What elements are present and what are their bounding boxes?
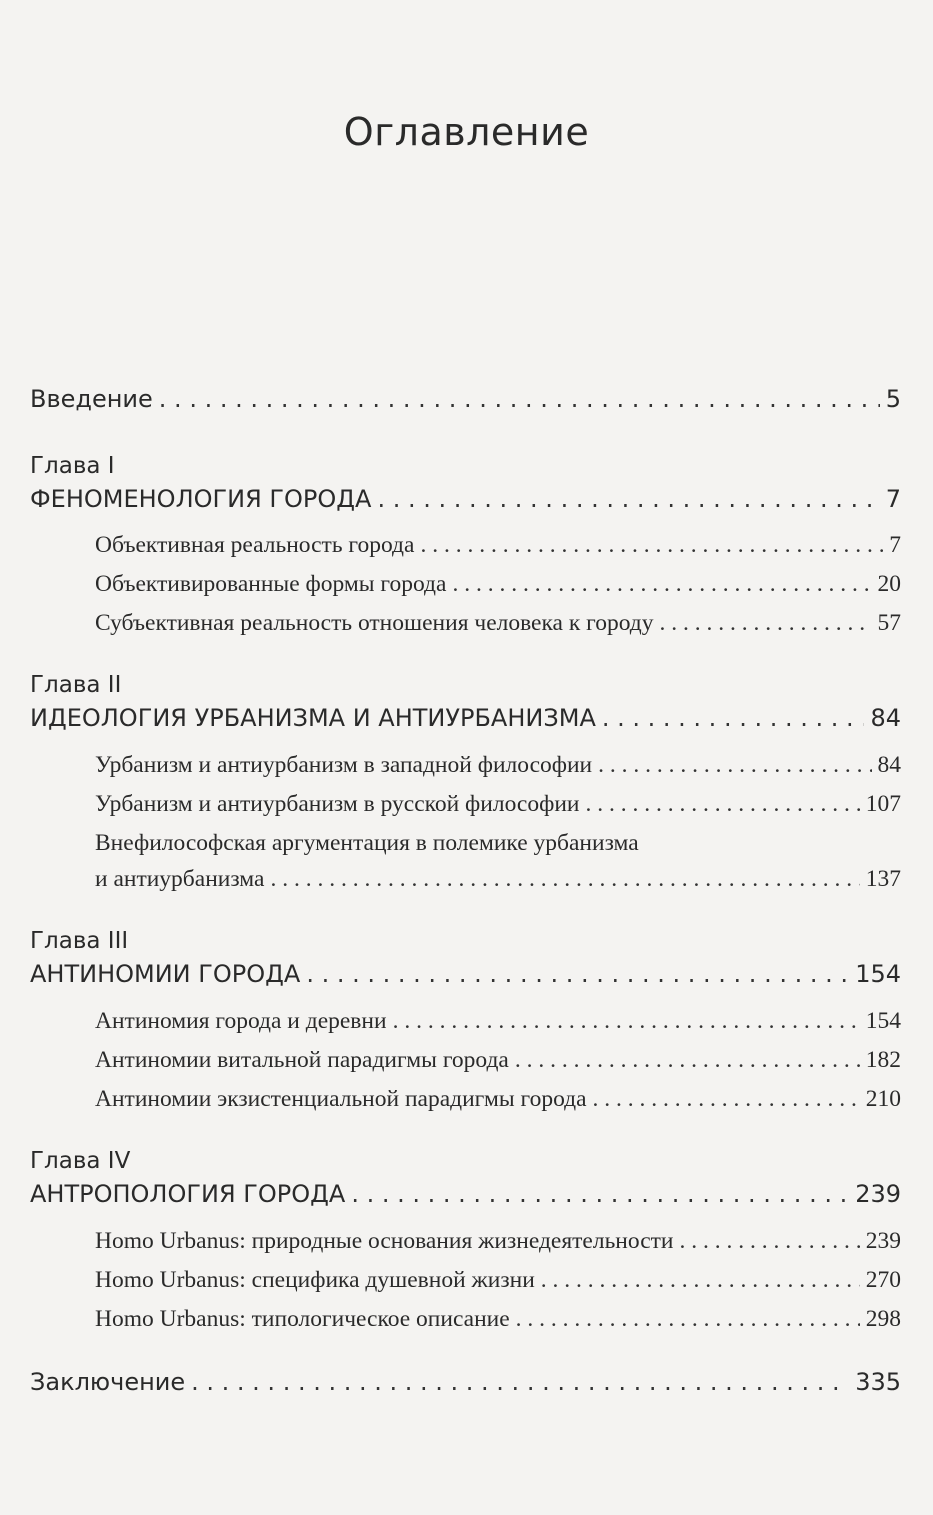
toc-section-line1[interactable]: Внефилософская аргументация в полемике урбанизма: [95, 830, 639, 856]
toc-entry-label: АНТРОПОЛОГИЯ ГОРОДА: [30, 1180, 346, 1208]
dot-leader: [602, 704, 865, 732]
chapter-label: Глава III: [30, 928, 129, 954]
toc-entry-label: Субъективная реальность отношения человека к городу: [95, 610, 654, 636]
toc-section[interactable]: [95, 532, 901, 559]
toc-entry-label: АНТИНОМИИ ГОРОДА: [30, 960, 301, 988]
toc-entry-label: Антиномия города и деревни: [95, 1008, 387, 1034]
toc-section[interactable]: [95, 1086, 901, 1113]
toc-entry-label: Объективная реальность города: [95, 532, 415, 558]
dot-leader: [420, 532, 883, 559]
dot-leader: [679, 1228, 859, 1255]
toc-entry-conclusion[interactable]: [30, 1368, 901, 1396]
toc-chapter-heading[interactable]: [30, 704, 901, 732]
toc-entry-label: Homo Urbanus: типологическое описание: [95, 1306, 510, 1332]
toc-page-number: 154: [865, 1008, 901, 1034]
dot-leader: [516, 1306, 860, 1333]
toc-entry-label: ИДЕОЛОГИЯ УРБАНИЗМА И АНТИУРБАНИЗМА: [30, 704, 596, 732]
toc-entry-label: ФЕНОМЕНОЛОГИЯ ГОРОДА: [30, 485, 372, 513]
dot-leader: [159, 385, 880, 413]
dot-leader: [515, 1047, 860, 1074]
toc-entry-label: Антиномии экзистенциальной парадигмы города: [95, 1086, 587, 1112]
toc-section[interactable]: [95, 1008, 901, 1035]
toc-section[interactable]: [95, 752, 901, 779]
toc-page-number: 84: [877, 752, 901, 778]
toc-page-number: 335: [855, 1368, 901, 1396]
toc-section[interactable]: [95, 1267, 901, 1294]
toc-chapter-heading[interactable]: [30, 1180, 901, 1208]
dot-leader: [393, 1008, 860, 1035]
toc-page-number: 7: [885, 485, 901, 513]
dot-leader: [593, 1086, 860, 1113]
toc-entry-label: Урбанизм и антиурбанизм в русской философии: [95, 791, 580, 817]
toc-section[interactable]: [95, 571, 901, 598]
toc-entry-label: Заключение: [30, 1368, 186, 1396]
toc-entry-introduction[interactable]: [30, 385, 901, 413]
toc-section[interactable]: [95, 1306, 901, 1333]
toc-section[interactable]: [95, 1228, 901, 1255]
toc-page-number: 210: [865, 1086, 901, 1112]
toc-page-number: 298: [865, 1306, 901, 1332]
dot-leader: [377, 485, 879, 513]
dot-leader: [585, 791, 859, 818]
toc-page-number: 107: [865, 791, 901, 817]
toc-entry-label: Homo Urbanus: специфика душевной жизни: [95, 1267, 535, 1293]
toc-page-number: 7: [889, 532, 901, 558]
toc-page-number: 5: [885, 385, 901, 413]
toc-entry-label: Антиномии витальной парадигмы города: [95, 1047, 509, 1073]
dot-leader: [452, 571, 871, 598]
toc-page-number: 239: [855, 1180, 901, 1208]
chapter-label: Глава IV: [30, 1148, 131, 1174]
dot-leader: [598, 752, 871, 779]
dot-leader: [270, 866, 859, 893]
toc-chapter-heading[interactable]: [30, 485, 901, 513]
chapter-label: Глава I: [30, 453, 115, 479]
dot-leader: [351, 1180, 849, 1208]
toc-section[interactable]: [95, 866, 901, 893]
toc-entry-label: Введение: [30, 385, 153, 413]
toc-page-number: 84: [870, 704, 901, 732]
toc-section[interactable]: [95, 1047, 901, 1074]
dot-leader: [659, 610, 871, 637]
toc-page-number: 57: [877, 610, 901, 636]
toc-page-number: 137: [865, 866, 901, 892]
toc-page-number: 20: [877, 571, 901, 597]
toc-entry-label: Объективированные формы города: [95, 571, 447, 597]
dot-leader: [541, 1267, 860, 1294]
page-title: Оглавление: [343, 110, 590, 154]
toc-entry-label: Homo Urbanus: природные основания жизнедеятельности: [95, 1228, 674, 1254]
toc-chapter-heading[interactable]: [30, 960, 901, 988]
toc-entry-label: и антиурбанизма: [95, 866, 265, 892]
toc-page-number: 270: [865, 1267, 901, 1293]
toc-section[interactable]: [95, 791, 901, 818]
chapter-label: Глава II: [30, 672, 122, 698]
dot-leader: [191, 1368, 849, 1396]
toc-page-number: 239: [865, 1228, 901, 1254]
toc-section[interactable]: [95, 610, 901, 637]
dot-leader: [306, 960, 849, 988]
toc-page-number: 182: [865, 1047, 901, 1073]
toc-entry-label: Урбанизм и антиурбанизм в западной философии: [95, 752, 593, 778]
toc-page-number: 154: [855, 960, 901, 988]
